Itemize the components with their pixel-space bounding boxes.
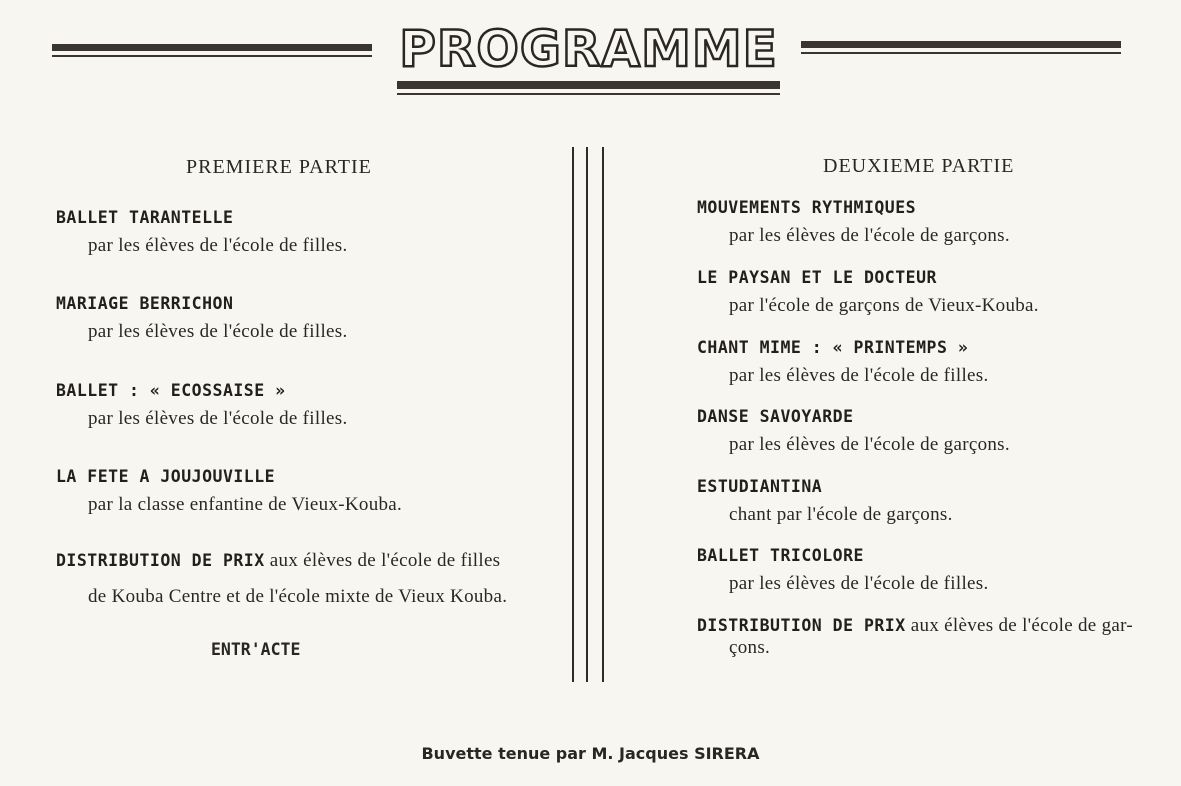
part2-distribution <box>697 615 1133 659</box>
title-underline-thin <box>397 93 780 95</box>
item-subtitle: chant par l'école de garçons. <box>729 504 953 525</box>
item-title: ESTUDIANTINA <box>697 477 823 496</box>
item-subtitle: par les élèves de l'école de filles. <box>729 365 989 386</box>
item-subtitle: par les élèves de l'école de garçons. <box>729 225 1010 246</box>
distribution-text-line2: çons. <box>729 637 771 658</box>
part2-item-1 <box>697 198 1010 247</box>
divider-line-1 <box>572 147 574 682</box>
header-rule-left-thick <box>52 44 372 51</box>
item-subtitle: par les élèves de l'école de filles. <box>88 408 348 429</box>
item-title: DANSE SAVOYARDE <box>697 407 854 426</box>
part2-heading: DEUXIEME PARTIE <box>823 155 1015 177</box>
part2-item-4 <box>697 407 1010 456</box>
part1-heading: PREMIERE PARTIE <box>186 156 372 178</box>
item-title: BALLET : « ECOSSAISE » <box>56 381 286 400</box>
item-subtitle: par l'école de garçons de Vieux-Kouba. <box>729 295 1039 316</box>
item-title: LE PAYSAN ET LE DOCTEUR <box>697 268 937 287</box>
footer-credit: Buvette tenue par M. Jacques SIRERA <box>421 744 760 763</box>
item-title: BALLET TRICOLORE <box>697 546 864 565</box>
part2-item-2 <box>697 268 1039 317</box>
entracte: ENTR'ACTE <box>211 640 301 659</box>
divider-line-2 <box>586 147 588 682</box>
item-subtitle: par les élèves de l'école de filles. <box>729 573 989 594</box>
divider-line-3 <box>602 147 604 682</box>
header-rule-right-thin <box>801 52 1121 54</box>
part2-item-6 <box>697 546 989 595</box>
distribution-title: DISTRIBUTION DE PRIX <box>56 551 265 570</box>
item-subtitle: par les élèves de l'école de garçons. <box>729 434 1010 455</box>
item-subtitle: par la classe enfantine de Vieux-Kouba. <box>88 494 403 515</box>
title-underline-thick <box>397 81 780 89</box>
header-rule-left-thin <box>52 55 372 57</box>
distribution-text-line2: de Kouba Centre et de l'école mixte de Vieux Kouba. <box>88 586 508 607</box>
part1-distribution <box>56 550 507 608</box>
part2-item-5 <box>697 477 953 526</box>
distribution-text: aux élèves de l'école de gar- <box>910 615 1133 636</box>
item-subtitle: par les élèves de l'école de filles. <box>88 235 348 256</box>
part1-item-4 <box>56 467 402 516</box>
part1-item-2 <box>56 294 348 343</box>
item-title: MOUVEMENTS RYTHMIQUES <box>697 198 917 217</box>
item-title: LA FETE A JOUJOUVILLE <box>56 467 276 486</box>
part1-item-3 <box>56 381 348 430</box>
page-title: PROGRAMME <box>399 20 778 78</box>
item-title: BALLET TARANTELLE <box>56 208 234 227</box>
item-title: CHANT MIME : « PRINTEMPS » <box>697 338 969 357</box>
part2-item-3 <box>697 338 989 387</box>
header-rule-right-thick <box>801 41 1121 48</box>
item-subtitle: par les élèves de l'école de filles. <box>88 321 348 342</box>
part1-item-1 <box>56 208 348 257</box>
distribution-text: aux élèves de l'école de filles <box>269 550 501 571</box>
item-title: MARIAGE BERRICHON <box>56 294 234 313</box>
distribution-title: DISTRIBUTION DE PRIX <box>697 616 906 635</box>
